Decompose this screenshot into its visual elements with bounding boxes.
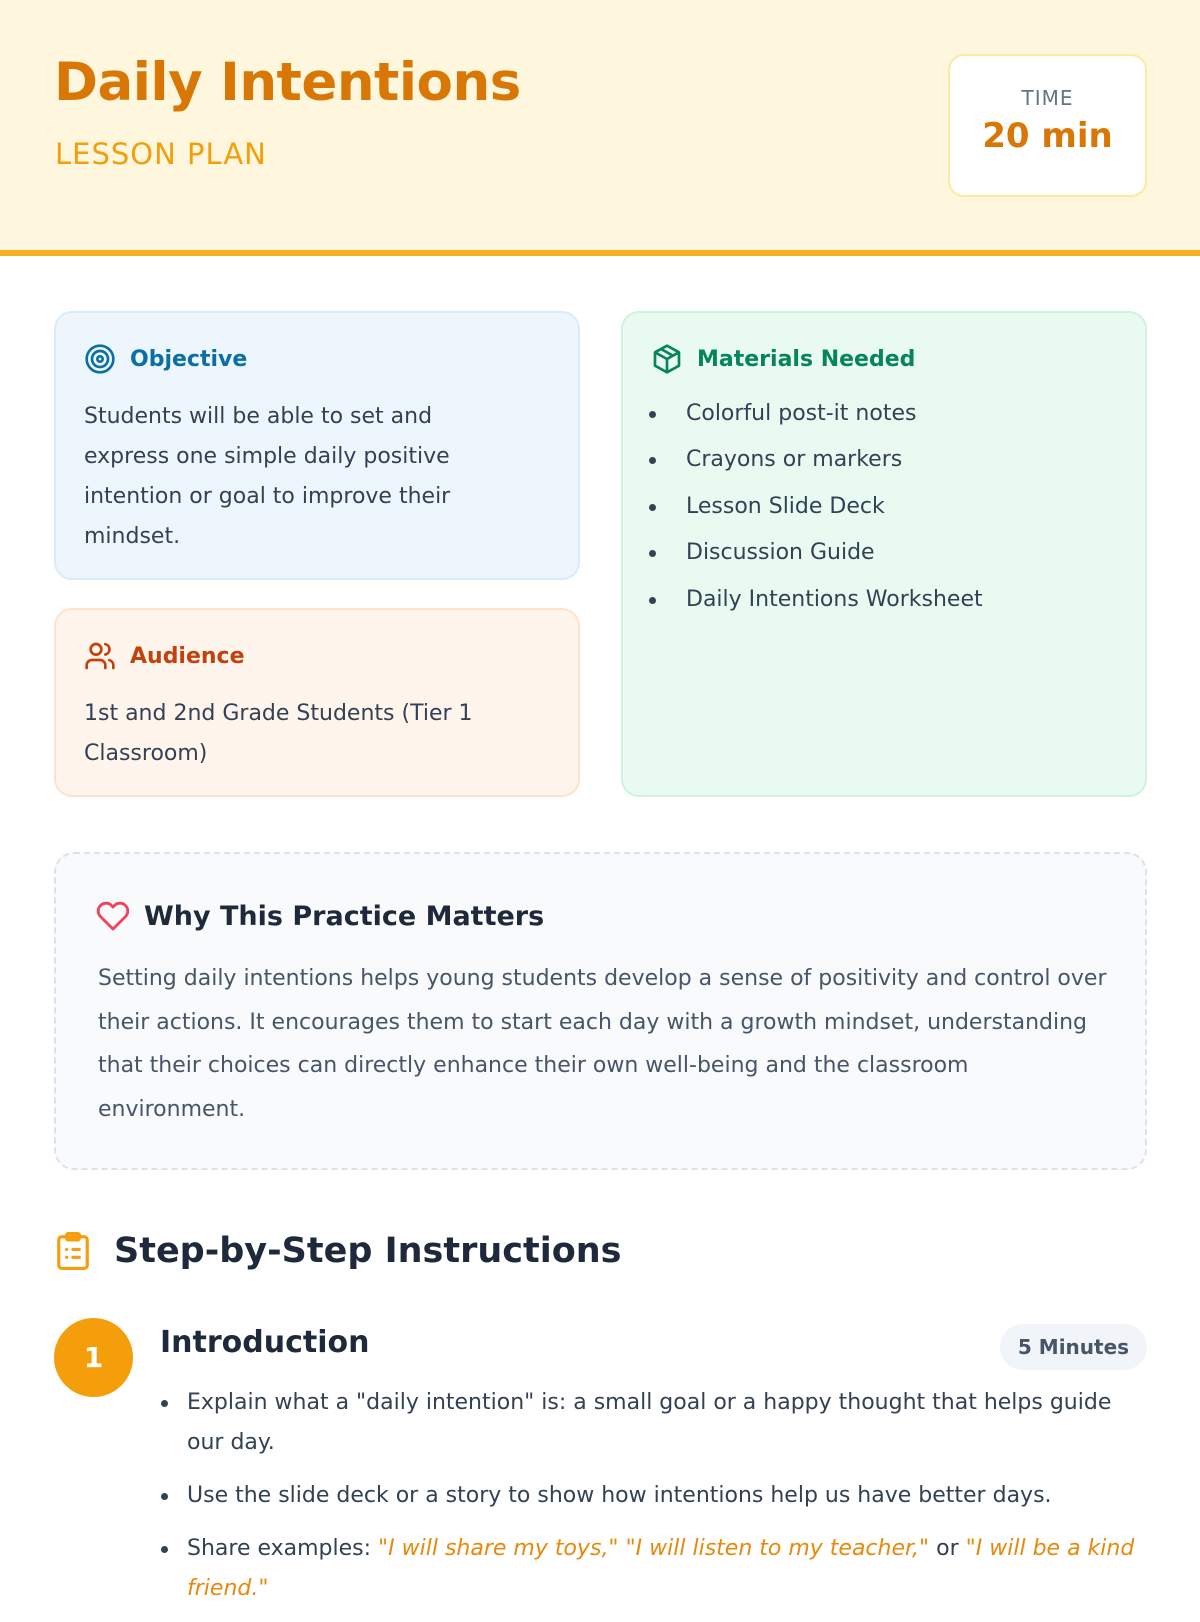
example-quote: "I will listen to my teacher," — [625, 1536, 930, 1561]
clipboard-icon — [54, 1230, 92, 1272]
heart-icon — [96, 899, 130, 933]
step-number: 1 — [54, 1318, 133, 1397]
step-duration-badge: 5 Minutes — [1000, 1324, 1147, 1370]
list-item: Use the slide deck or a story to show how intentions help us have better days. — [160, 1476, 1147, 1516]
target-icon — [84, 343, 116, 375]
step-title: Introduction — [160, 1325, 370, 1360]
list-item — [160, 1529, 1147, 1609]
time-value: 20 min — [982, 116, 1113, 156]
why-text: Setting daily intentions helps young students develop a sense of positivity and control over their actions. It encourages them to start each day with a growth mindset, understanding that their choices can directly enhance their own well-being and the classroom environment. — [98, 966, 1107, 1122]
time-card — [948, 54, 1147, 197]
objective-card — [54, 311, 580, 580]
why-heading — [96, 898, 544, 934]
users-icon — [84, 640, 116, 672]
why-title: Why This Practice Matters — [144, 900, 545, 932]
examples-prefix: Share examples: — [187, 1536, 379, 1561]
page-title: Daily Intentions — [54, 52, 521, 113]
audience-card — [54, 608, 580, 797]
objective-heading — [84, 343, 247, 375]
list-item: Explain what a "daily intention" is: a small goal or a happy thought that helps guide our day. — [160, 1383, 1147, 1463]
audience-title: Audience — [130, 643, 245, 669]
audience-text: 1st and 2nd Grade Students (Tier 1 Classroom) — [84, 701, 473, 766]
steps-title: Step-by-Step Instructions — [114, 1231, 622, 1271]
materials-title: Materials Needed — [697, 346, 916, 372]
steps-heading — [54, 1225, 622, 1277]
objective-title: Objective — [130, 346, 248, 372]
page-subtitle: LESSON PLAN — [55, 137, 267, 171]
materials-heading — [651, 343, 915, 375]
package-icon — [651, 343, 683, 375]
time-label: TIME — [1021, 86, 1074, 110]
examples-connector: or — [929, 1536, 966, 1561]
lesson-header — [0, 0, 1200, 256]
example-quote: "I will be a kind friend." — [187, 1536, 1135, 1601]
objective-text: Students will be able to set and express one simple daily positive intention or goal to improve their mindset. — [84, 404, 451, 549]
example-quote: "I will share my toys," — [378, 1536, 619, 1561]
audience-heading — [84, 640, 245, 672]
step-instructions-list — [160, 1383, 1147, 1622]
why-card — [54, 852, 1147, 1170]
